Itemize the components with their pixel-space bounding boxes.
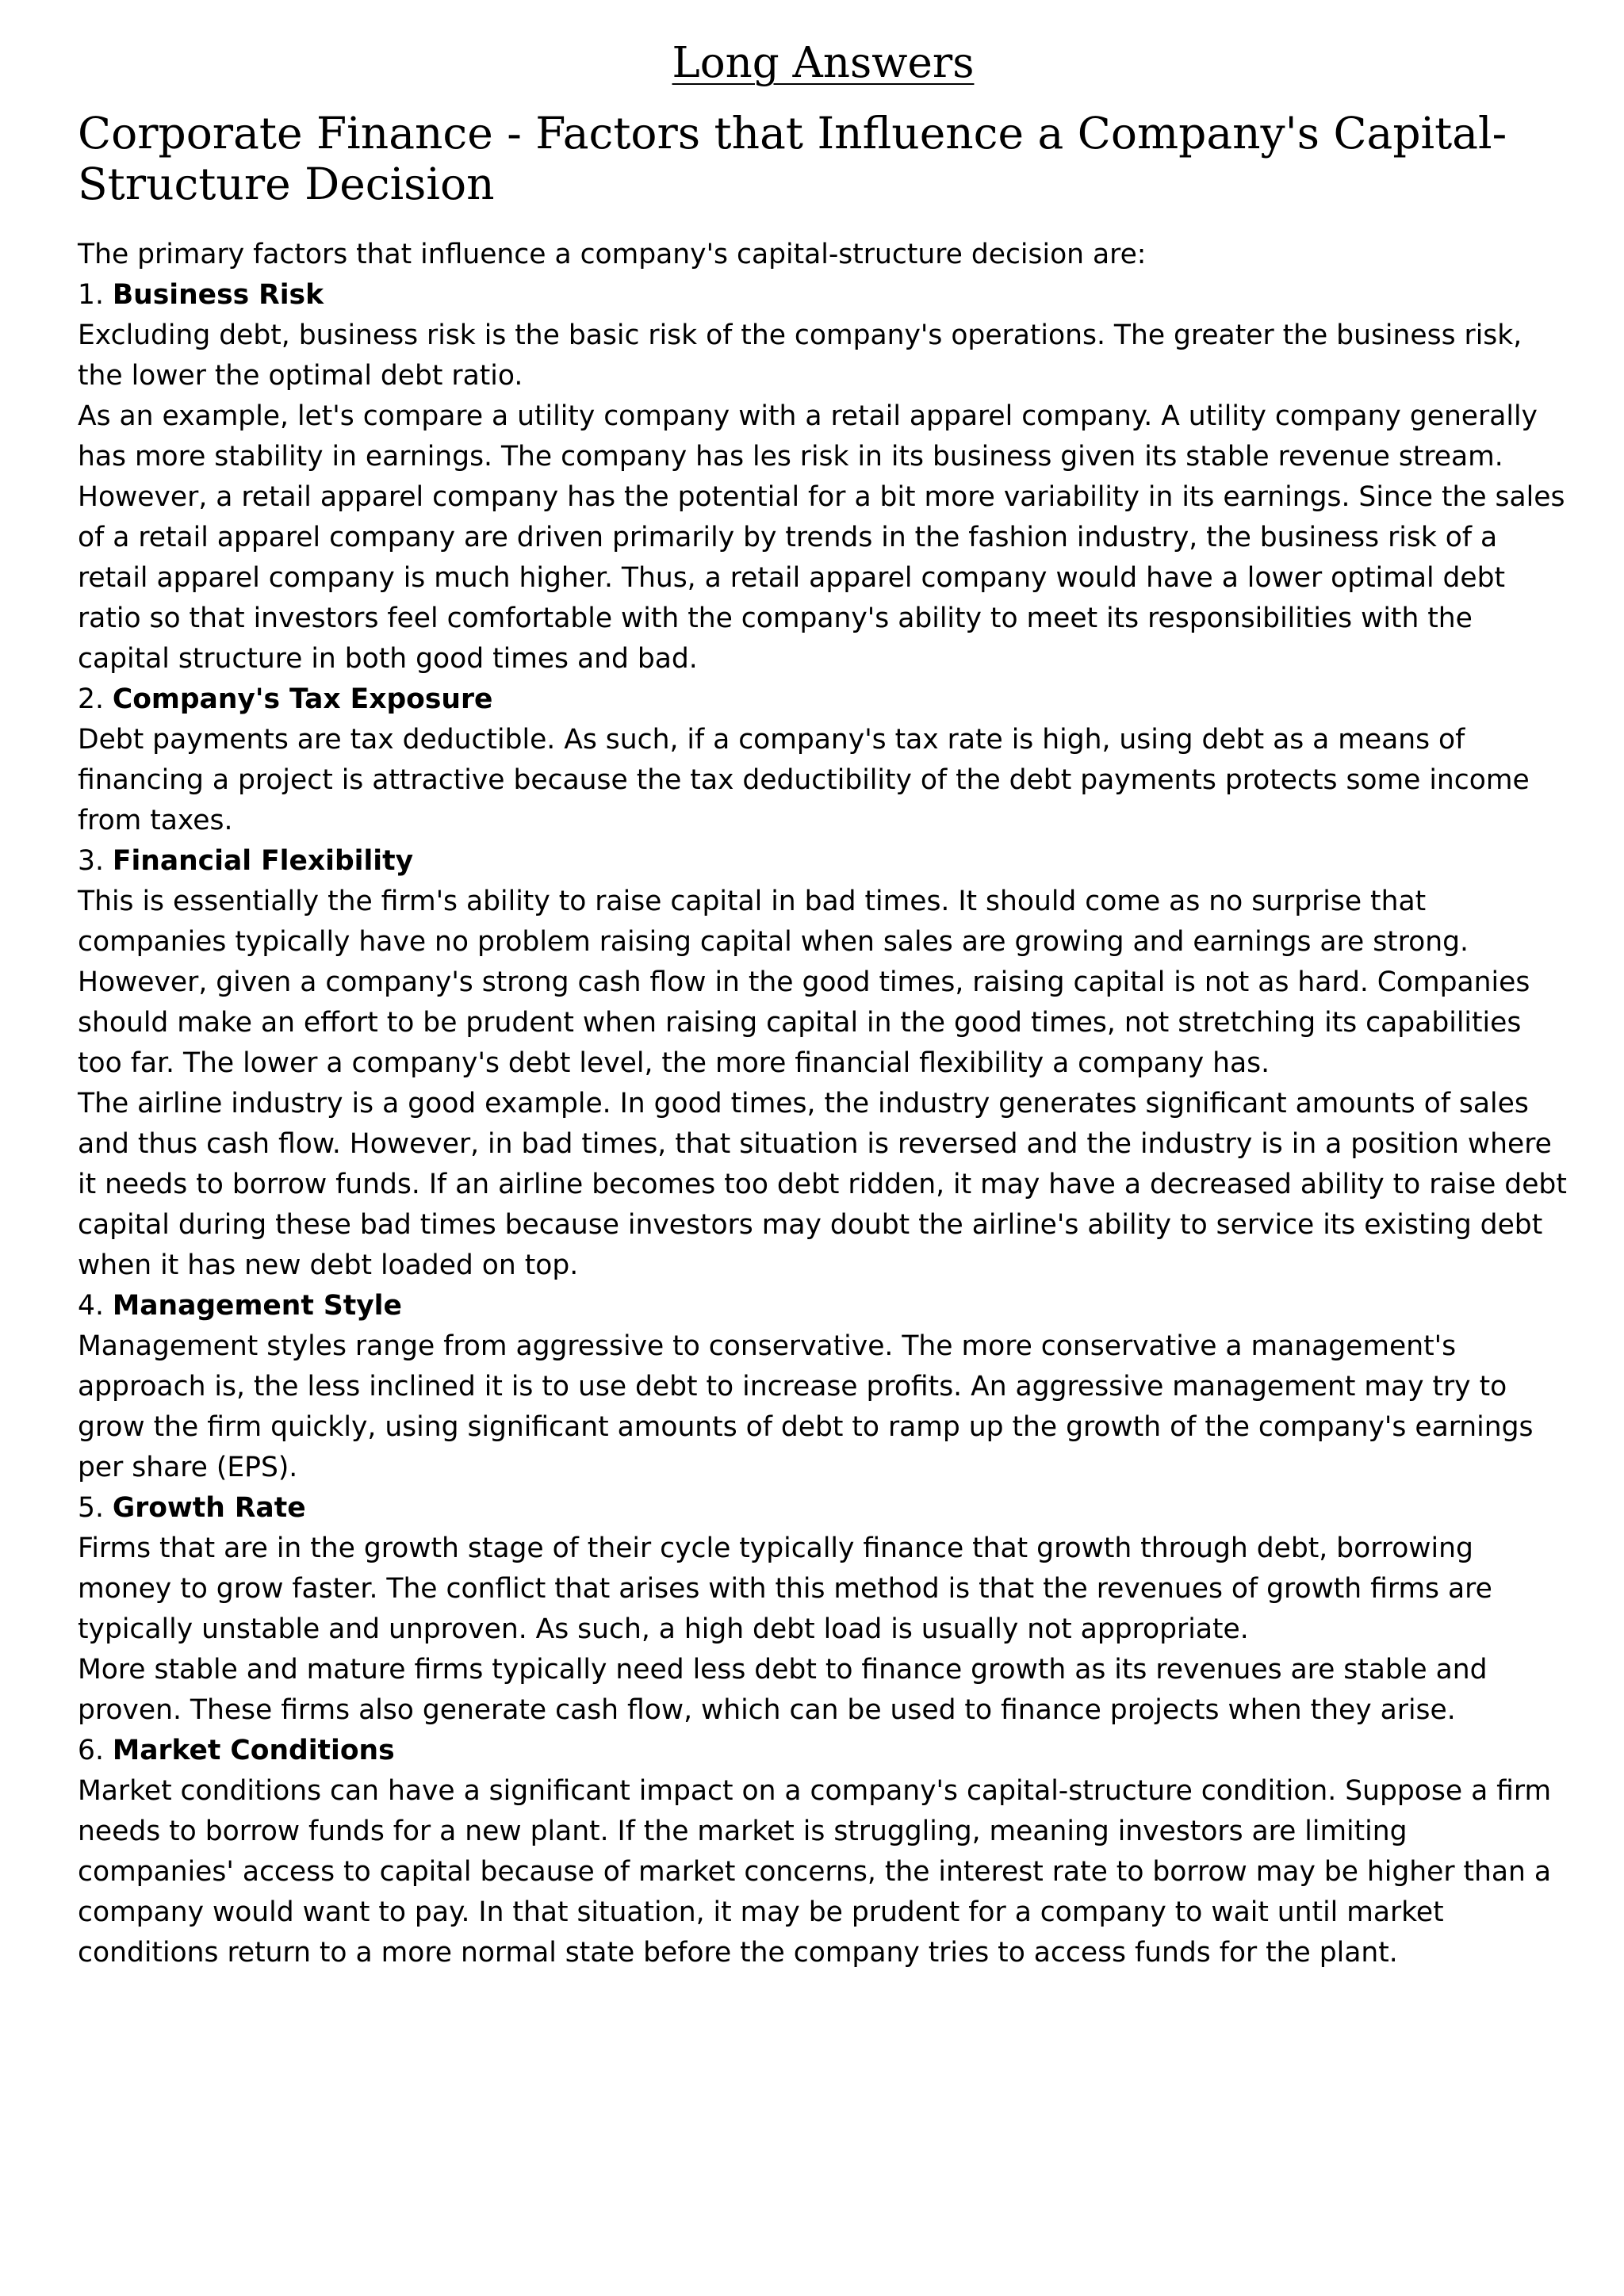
section-number: 5. <box>78 1492 104 1524</box>
intro-text: The primary factors that influence a company's capital-structure decision are: <box>78 239 1147 270</box>
section-financial-flexibility <box>78 841 1568 1286</box>
section-management-style <box>78 1286 1568 1488</box>
section-market-conditions <box>78 1731 1568 1973</box>
section-heading <box>78 1731 1568 1771</box>
section-heading <box>78 275 1568 316</box>
section-paragraph: More stable and mature firms typically need less debt to finance growth as its revenues are stable and proven. These firms also generate cash flow, which can be used to finance projects when they arise. <box>78 1654 1488 1726</box>
section-title: Financial Flexibility <box>112 845 414 877</box>
section-tax-exposure <box>78 679 1568 841</box>
section-title: Business Risk <box>112 279 324 311</box>
section-number: 6. <box>78 1735 104 1766</box>
section-number: 2. <box>78 683 104 715</box>
main-heading: Corporate Finance - Factors that Influence a Company's Capital-Structure Decision <box>78 108 1507 209</box>
section-growth-rate <box>78 1488 1568 1731</box>
section-number: 1. <box>78 279 104 311</box>
section-heading <box>78 1488 1568 1529</box>
section-title: Growth Rate <box>112 1492 306 1524</box>
section-heading <box>78 679 1568 720</box>
section-title: Management Style <box>112 1290 402 1322</box>
section-number: 4. <box>78 1290 104 1322</box>
section-paragraph: Excluding debt, business risk is the basic risk of the company's operations. The greater the business risk, the lower the optimal debt ratio. <box>78 320 1522 392</box>
document-title: Long Answers <box>672 39 975 87</box>
document-page <box>78 0 1568 1973</box>
section-paragraph: Debt payments are tax deductible. As such, if a company's tax rate is high, using debt as a means of financing a project is attractive because the tax deductibility of the debt payments protects some income from taxes. <box>78 724 1530 836</box>
section-title: Company's Tax Exposure <box>112 683 493 715</box>
section-number: 3. <box>78 845 104 877</box>
section-paragraph: Market conditions can have a significant impact on a company's capital-structure condition. Suppose a firm needs to borrow funds for a new plant. If the market is struggling, meaning investors are limiting companies' access to capital because of market concerns, the interest rate to borrow may be higher than a company would want to pay. In that situation, it may be prudent for a company to wait until market conditions return to a more normal state before the company tries to access funds for the plant. <box>78 1775 1552 1969</box>
section-heading <box>78 1286 1568 1326</box>
section-paragraph: Management styles range from aggressive to conservative. The more conservative a management's approach is, the less inclined it is to use debt to increase profits. An aggressive management may try to grow the firm quickly, using significant amounts of debt to ramp up the growth of the company's earnings per share (EPS). <box>78 1330 1534 1483</box>
section-heading <box>78 841 1568 882</box>
section-paragraph: Firms that are in the growth stage of their cycle typically finance that growth through debt, borrowing money to grow faster. The conflict that arises with this method is that the revenues of growth firms are typically unstable and unproven. As such, a high debt load is usually not appropriate. <box>78 1533 1492 1645</box>
section-paragraph: This is essentially the firm's ability to raise capital in bad times. It should come as no surprise that companies typically have no problem raising capital when sales are growing and earnings are strong. However, given a company's strong cash flow in the good times, raising capital is not as hard. Companies should make an effort to be prudent when raising capital in the good times, not stretching its capabilities too far. The lower a company's debt level, the more financial flexibility a company has. <box>78 886 1530 1079</box>
section-business-risk <box>78 275 1568 679</box>
section-title: Market Conditions <box>112 1735 395 1766</box>
section-paragraph: The airline industry is a good example. In good times, the industry generates significant amounts of sales and thus cash flow. However, in bad times, that situation is reversed and the industry is in a position where it needs to borrow funds. If an airline becomes too debt ridden, it may have a decreased ability to raise debt capital during these bad times because investors may doubt the airline's ability to service its existing debt when it has new debt loaded on top. <box>78 1088 1567 1281</box>
section-paragraph: As an example, let's compare a utility company with a retail apparel company. A utility company generally has more stability in earnings. The company has les risk in its business given its stable revenue stream. However, a retail apparel company has the potential for a bit more variability in its earnings. Since the sales of a retail apparel company are driven primarily by trends in the fashion industry, the business risk of a retail apparel company is much higher. Thus, a retail apparel company would have a lower optimal debt ratio so that investors feel comfortable with the company's ability to meet its responsibilities with the capital structure in both good times and bad. <box>78 400 1565 675</box>
